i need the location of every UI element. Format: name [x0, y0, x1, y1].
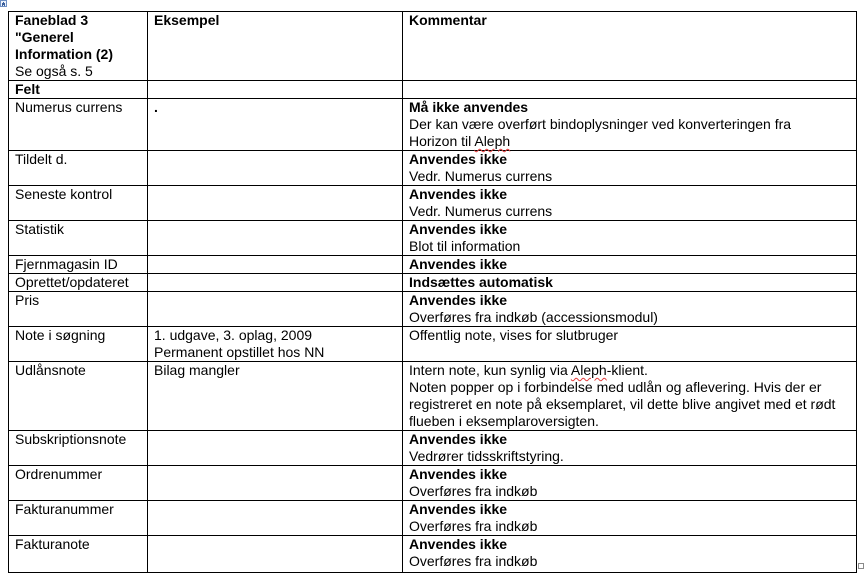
- table-resize-handle-icon[interactable]: [858, 563, 864, 569]
- table-row: [9, 151, 857, 186]
- header-see-also: Se også s. 5: [15, 63, 93, 79]
- spellcheck-flagged-word[interactable]: Aleph: [474, 133, 511, 149]
- field-cell: [9, 431, 148, 466]
- comment-cell: [403, 362, 857, 431]
- field-cell: [9, 151, 148, 186]
- header-example-label: Eksempel: [154, 12, 220, 28]
- comment-text: -klient.: [606, 362, 648, 378]
- comment-heading: Anvendes ikke: [409, 466, 508, 482]
- table-row: [9, 99, 857, 151]
- field-cell: [9, 221, 148, 256]
- example-cell: [148, 221, 403, 256]
- table-row: [9, 466, 857, 501]
- field-name: Statistik: [15, 221, 65, 237]
- field-cell: [9, 501, 148, 536]
- table-row: [9, 536, 857, 573]
- comment-cell: [403, 221, 857, 256]
- example-cell: [148, 274, 403, 292]
- header-tab-line-3: Information (2): [15, 46, 113, 62]
- field-name: Fjernmagasin ID: [15, 256, 118, 272]
- comment-cell: [403, 501, 857, 536]
- example-cell: [148, 256, 403, 274]
- subheader-field-label: Felt: [15, 81, 40, 97]
- field-cell: [9, 466, 148, 501]
- comment-text: Vedr. Numerus currens: [409, 168, 553, 184]
- header-tab-line-1: Faneblad 3: [15, 12, 89, 28]
- subheader-cell-empty: [148, 81, 403, 99]
- comment-text: Intern note, kun synlig via: [409, 362, 571, 378]
- table-row: [9, 256, 857, 274]
- example-cell: [148, 99, 403, 151]
- comment-cell: [403, 99, 857, 151]
- field-name: Udlånsnote: [15, 362, 86, 378]
- example-cell: [148, 151, 403, 186]
- spellcheck-flagged-word[interactable]: Aleph: [570, 362, 607, 378]
- comment-heading: Anvendes ikke: [409, 501, 508, 517]
- field-name: Numerus currens: [15, 99, 123, 115]
- comment-heading: Anvendes ikke: [409, 536, 508, 552]
- table-row: [9, 274, 857, 292]
- example-value: Bilag mangler: [154, 362, 240, 378]
- comment-cell: [403, 274, 857, 292]
- comment-text-line-1: [409, 362, 850, 379]
- comment-text: Vedrører tidsskriftstyring.: [409, 448, 564, 464]
- comment-cell: [403, 431, 857, 466]
- example-value: Permanent opstillet hos NN: [154, 344, 325, 360]
- example-cell: [148, 501, 403, 536]
- field-cell: [9, 256, 148, 274]
- comment-text: Blot til information: [409, 238, 521, 254]
- table-row: [9, 221, 857, 256]
- comment-heading: Anvendes ikke: [409, 292, 508, 308]
- field-name: Note i søgning: [15, 327, 106, 343]
- table-row: [9, 501, 857, 536]
- example-value: .: [154, 99, 158, 115]
- field-name: Subskriptionsnote: [15, 431, 127, 447]
- example-cell: [148, 536, 403, 573]
- field-name: Oprettet/opdateret: [15, 274, 129, 290]
- example-cell: [148, 292, 403, 327]
- field-name: Fakturanote: [15, 536, 90, 552]
- comment-paragraph: Noten popper op i forbindelse med udlån og aflevering. Hvis der er registreret en note på eksemplaret, vil dette blive angivet med et rødt flueben i eksemplaroversigten.: [409, 379, 836, 429]
- field-cell: [9, 536, 148, 573]
- comment-heading: Anvendes ikke: [409, 431, 508, 447]
- comment-text-line-2: [409, 133, 850, 150]
- field-cell: [9, 292, 148, 327]
- example-cell: [148, 466, 403, 501]
- table-row: [9, 431, 857, 466]
- comment-text: Der kan være overført bindoplysninger ved konverteringen fra: [409, 116, 792, 132]
- field-name: Pris: [15, 292, 40, 308]
- comment-text: Overføres fra indkøb (accessionsmodul): [409, 309, 658, 325]
- subheader-cell-empty: [403, 81, 857, 99]
- header-cell-comment: [403, 12, 857, 81]
- example-cell: [148, 327, 403, 362]
- table-move-handle-icon[interactable]: [0, 0, 7, 7]
- field-name: Tildelt d.: [15, 151, 68, 167]
- header-cell-example: [148, 12, 403, 81]
- comment-heading: Anvendes ikke: [409, 151, 508, 167]
- comment-cell: [403, 466, 857, 501]
- table-subheader-row: [9, 81, 857, 99]
- field-cell: [9, 274, 148, 292]
- table-row: [9, 292, 857, 327]
- comment-cell: [403, 327, 857, 362]
- field-cell: [9, 99, 148, 151]
- comment-heading: Anvendes ikke: [409, 186, 508, 202]
- field-name: Fakturanummer: [15, 501, 114, 517]
- table-header-row: [9, 12, 857, 81]
- document-table: [8, 11, 857, 573]
- example-cell: [148, 431, 403, 466]
- example-cell: [148, 362, 403, 431]
- field-name: Seneste kontrol: [15, 186, 113, 202]
- comment-cell: [403, 536, 857, 573]
- comment-text: Overføres fra indkøb: [409, 518, 538, 534]
- field-cell: [9, 186, 148, 221]
- comment-cell: [403, 151, 857, 186]
- comment-text: Overføres fra indkøb: [409, 553, 538, 569]
- comment-heading: Indsættes automatisk: [409, 274, 553, 290]
- comment-cell: [403, 292, 857, 327]
- comment-text: Horizon til: [409, 133, 475, 149]
- table-row: [9, 362, 857, 431]
- example-value: 1. udgave, 3. oplag, 2009: [154, 327, 313, 343]
- comment-heading: Må ikke anvendes: [409, 99, 529, 115]
- comment-heading: Anvendes ikke: [409, 256, 508, 272]
- comment-text: Offentlig note, vises for slutbruger: [409, 327, 619, 343]
- example-cell: [148, 186, 403, 221]
- comment-text: Overføres fra indkøb: [409, 483, 538, 499]
- header-tab-line-2: "Generel: [15, 29, 74, 45]
- field-name: Ordrenummer: [15, 466, 103, 482]
- field-cell: [9, 362, 148, 431]
- comment-heading: Anvendes ikke: [409, 221, 508, 237]
- comment-cell: [403, 186, 857, 221]
- table-row: [9, 186, 857, 221]
- subheader-cell-field: [9, 81, 148, 99]
- header-cell-tab: [9, 12, 148, 81]
- header-comment-label: Kommentar: [409, 12, 487, 28]
- field-cell: [9, 327, 148, 362]
- table-row: [9, 327, 857, 362]
- comment-text: Vedr. Numerus currens: [409, 203, 553, 219]
- comment-cell: [403, 256, 857, 274]
